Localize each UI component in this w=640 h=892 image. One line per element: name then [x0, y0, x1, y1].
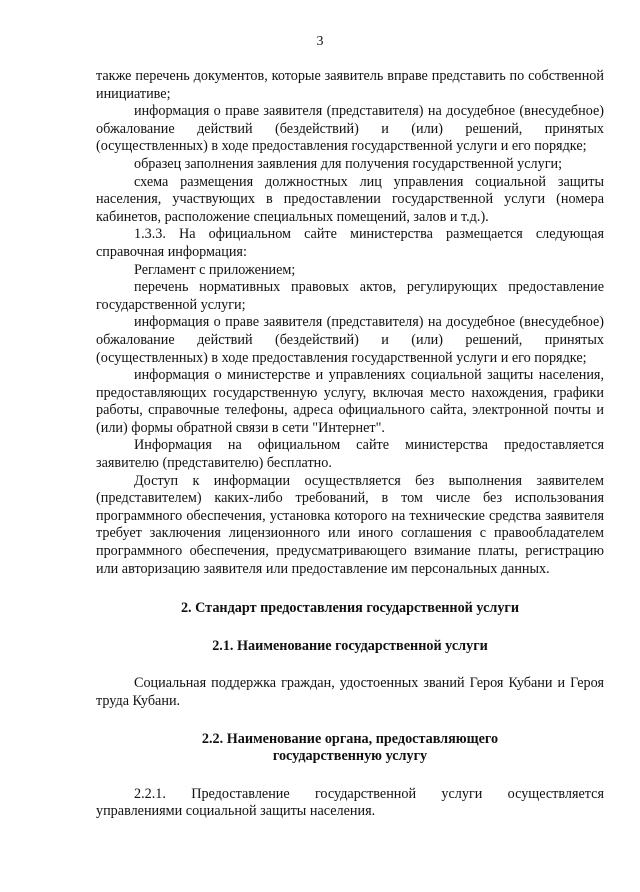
section-heading-2-1: 2.1. Наименование государственной услуги [212, 637, 488, 654]
paragraph: Информация на официальном сайте министерства предоставляется заявителю (представителю) бесплатно. [96, 437, 604, 472]
paragraph: образец заполнения заявления для получения государственной услуги; [134, 155, 563, 172]
paragraph: информация о праве заявителя (представителя) на досудебное (внесудебное) обжалование действий (бездействий) и (или) решений, принятых (осуществленных) в ходе предоставления государственной услуги и его порядке; [96, 314, 604, 366]
paragraph: Регламент с приложением; [134, 261, 296, 278]
paragraph: схема размещения должностных лиц управления социальной защиты населения, участвующих в предоставлении государственной услуги (номера кабинетов, расположение специальных помещений, залов и т.д.). [96, 173, 604, 225]
document-body [96, 68, 604, 821]
paragraph-2-1: Социальная поддержка граждан, удостоенных званий Героя Кубани и Героя труда Кубани. [96, 675, 604, 709]
paragraph: перечень нормативных правовых актов, регулирующих предоставление государственной услуги; [96, 279, 604, 313]
page-number: 3 [316, 34, 324, 49]
section-heading-2-2-line1: 2.2. Наименование органа, предоставляющего [201, 730, 499, 747]
paragraph: Доступ к информации осуществляется без выполнения заявителем (представителем) каких-либо требований, в том числе без использования программного обеспечения, установка которого на технические средства заявителя требует заключения лицензионного или иного соглашения с правообладателем программного обеспечения, предусматривающего взимание платы, регистрацию или авторизацию заявителя или предоставление им персональных данных. [96, 472, 604, 577]
paragraph: 1.3.3. На официальном сайте министерства размещается следующая справочная информация: [96, 226, 604, 260]
paragraph: информация о праве заявителя (представителя) на досудебное (внесудебное) обжалование действий (бездействий) и (или) решений, принятых (осуществленных) в ходе предоставления государственной услуги и его порядке; [96, 103, 604, 155]
section-heading-2: 2. Стандарт предоставления государственной услуги [180, 600, 520, 617]
paragraph: также перечень документов, которые заявитель вправе представить по собственной инициативе; [96, 68, 604, 102]
paragraph: информация о министерстве и управлениях социальной защиты населения, предоставляющих государственную услугу, включая место нахождения, графики работы, справочные телефоны, адреса официального сайта, электронной почты и (или) формы обратной связи в сети "Интернет". [96, 367, 604, 436]
paragraph-2-2-1: 2.2.1. Предоставление государственной услуги осуществляется управлениями социальной защиты населения. [96, 785, 604, 820]
section-heading-2-2-line2: государственную услугу [272, 748, 428, 765]
